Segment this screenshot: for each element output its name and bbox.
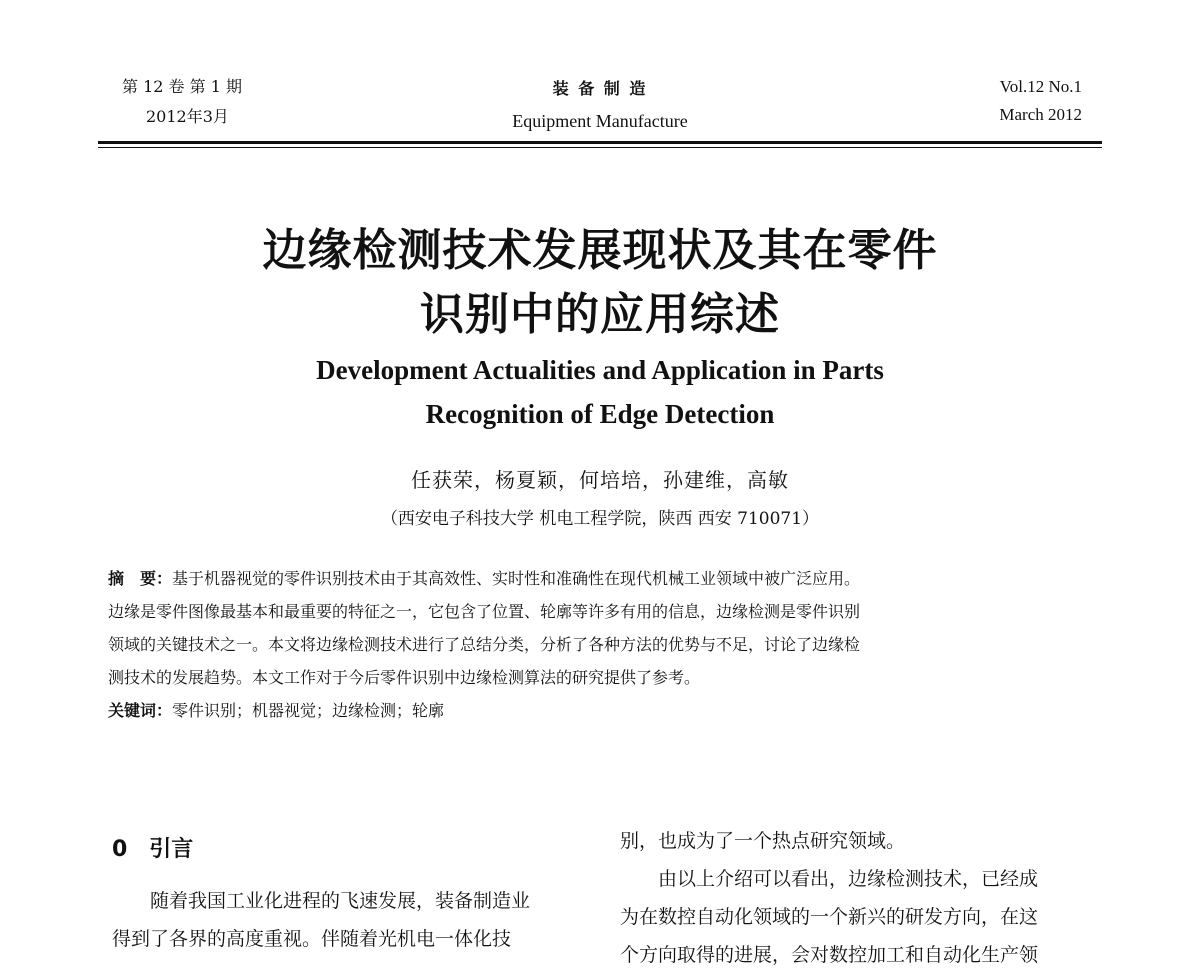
- header-volume-en: Vol.12 No.1: [999, 77, 1082, 96]
- header-rule-thin: [98, 147, 1102, 148]
- abstract-line-1: 基于机器视觉的零件识别技术由于其高效性、实时性和准确性在现代机械工业领域中被广泛应用。: [172, 569, 861, 588]
- right-line-4: 个方向取得的进展，会对数控加工和自动化生产领: [620, 944, 1039, 966]
- header-journal-en: Equipment Manufacture: [512, 111, 688, 131]
- left-column: [112, 830, 582, 958]
- header-journal-cn: 装 备 制 造: [552, 79, 648, 98]
- right-line-1: 别，也成为了一个热点研究领域。: [620, 830, 906, 852]
- header-date: 2012年3月: [146, 107, 229, 126]
- right-line-2: 由以上介绍可以看出，边缘检测技术，已经成: [658, 868, 1039, 890]
- right-column: [620, 822, 1090, 974]
- header-rule-thick: [98, 141, 1102, 144]
- abstract-line-2: 边缘是零件图像最基本和最重要的特征之一，它包含了位置、轮廓等许多有用的信息，边缘检测是零件识别: [108, 602, 861, 621]
- title-cn-line1: 边缘检测技术发展现状及其在零件: [262, 225, 938, 276]
- abstract-line-3: 领域的关键技术之一。本文将边缘检测技术进行了总结分类，分析了各种方法的优势与不足，讨论了边缘检: [108, 635, 861, 654]
- section-heading-introduction: 0 引言: [112, 837, 194, 862]
- left-line-1: 随着我国工业化进程的飞速发展，装备制造业: [150, 890, 531, 912]
- right-line-3: 为在数控自动化领域的一个新兴的研发方向，在这: [620, 906, 1039, 928]
- keywords: 零件识别；机器视觉；边缘检测；轮廓: [172, 701, 445, 720]
- abstract: [108, 562, 1100, 727]
- keywords-label: 关键词：: [108, 701, 173, 720]
- header-date-en: March 2012: [999, 105, 1082, 124]
- title-cn-line2: 识别中的应用综述: [420, 289, 780, 340]
- left-line-2: 得到了各界的高度重视。伴随着光机电一体化技: [112, 928, 512, 950]
- title-en-line1: Development Actualities and Application in Parts: [316, 355, 884, 385]
- authors: 任获荣，杨夏颖，何培培，孙建维，高敏: [411, 468, 789, 492]
- affiliation: （西安电子科技大学 机电工程学院，陕西 西安 710071）: [380, 509, 820, 529]
- header-volume: 第 12 卷 第 1 期: [122, 77, 242, 96]
- abstract-line-4: 测技术的发展趋势。本文工作对于今后零件识别中边缘检测算法的研究提供了参考。: [108, 668, 701, 687]
- abstract-label: 摘 要：: [108, 569, 173, 588]
- title-en-line2: Recognition of Edge Detection: [425, 399, 775, 429]
